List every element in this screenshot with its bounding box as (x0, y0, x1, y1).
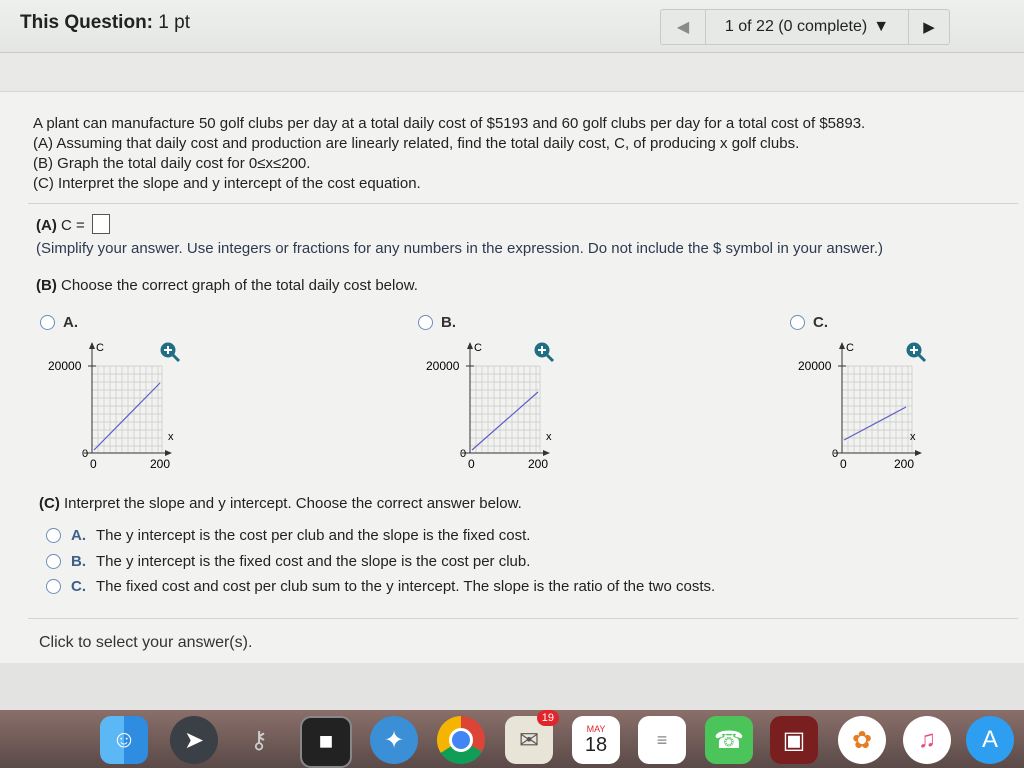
option-letter: A. (71, 527, 86, 544)
problem-line: (A) Assuming that daily cost and production are linearly related, find the total daily cost, C, of producing x golf clubs. (33, 135, 800, 152)
part-c-prompt (39, 495, 522, 512)
interpretation-option-b[interactable] (46, 553, 530, 570)
grid (92, 366, 162, 453)
option-text: The fixed cost and cost per club sum to the y intercept. The slope is the ratio of the two costs. (96, 578, 716, 595)
x-axis-label: x (910, 431, 916, 443)
part-a-lhs: C = (61, 217, 85, 234)
zoom-icon[interactable] (159, 341, 181, 363)
question-header (0, 0, 1024, 53)
mail-icon[interactable]: ✉ 19 (505, 716, 553, 764)
calendar-month: MAY (586, 723, 606, 734)
toolbar-band (0, 53, 1024, 92)
chrome-icon[interactable] (437, 716, 485, 764)
x-tick-label: 200 (150, 457, 171, 471)
question-progress: 1 of 22 (0 complete) (724, 18, 868, 35)
part-c-label: (C) (39, 495, 60, 512)
problem-line: (C) Interpret the slope and y intercept of the cost equation. (33, 175, 421, 192)
answer-input-box[interactable] (92, 214, 110, 234)
part-b-label: (B) (36, 277, 57, 294)
footer-instruction: Click to select your answer(s). (39, 634, 253, 651)
chrome-center-icon (449, 728, 473, 752)
y-axis-label: C (474, 342, 482, 354)
x-axis-label: x (546, 431, 552, 443)
x-tick-label: 200 (894, 457, 915, 471)
x-origin-label: 0 (840, 457, 847, 471)
y-axis-arrow (839, 342, 845, 349)
part-a (36, 214, 110, 234)
option-letter: B. (441, 314, 456, 331)
radio-button[interactable] (46, 528, 61, 543)
interpretation-option-c[interactable] (46, 578, 715, 595)
chevron-down-icon: ▼ (873, 18, 890, 35)
radio-button[interactable] (46, 579, 61, 594)
photobooth-icon[interactable]: ▣ (770, 716, 818, 764)
y-tick-label: 20000 (48, 359, 82, 373)
y-tick-label: 20000 (426, 359, 460, 373)
next-question-button[interactable]: ▶ (923, 19, 935, 36)
graph-option-b[interactable] (418, 314, 456, 331)
graph-option-a[interactable] (40, 314, 78, 331)
problem-line: A plant can manufacture 50 golf clubs per day at a total daily cost of $5193 and 60 golf clubs per day for a total cost of $5893. (33, 115, 866, 132)
y-axis-label: C (96, 342, 104, 354)
x-axis-arrow (543, 450, 550, 456)
divider (28, 618, 1018, 619)
x-origin-label: 0 (90, 457, 97, 471)
part-b-text: Choose the correct graph of the total daily cost below. (61, 277, 418, 294)
origin-label: 0 (460, 448, 467, 460)
zoom-icon[interactable] (905, 341, 927, 363)
y-tick-label: 20000 (798, 359, 832, 373)
mail-badge: 19 (537, 710, 559, 726)
x-axis-arrow (165, 450, 172, 456)
radio-button[interactable] (418, 315, 433, 330)
option-letter: A. (63, 314, 78, 331)
radio-button[interactable] (40, 315, 55, 330)
radio-button[interactable] (46, 554, 61, 569)
option-letter: C. (813, 314, 828, 331)
calendar-day: 18 (584, 733, 608, 756)
origin-label: 0 (832, 448, 839, 460)
divider (28, 203, 1018, 204)
problem-line: (B) Graph the total daily cost for 0≤x≤200. (33, 155, 311, 172)
lower-band (0, 663, 1024, 710)
question-points (20, 12, 190, 34)
x-origin-label: 0 (468, 457, 475, 471)
previous-question-button[interactable]: ◀ (661, 10, 706, 44)
question-label: This Question: (20, 12, 153, 33)
radio-button[interactable] (790, 315, 805, 330)
facetime-icon[interactable]: ☎ (705, 716, 753, 764)
question-navigator (660, 9, 950, 45)
y-axis-label: C (846, 342, 854, 354)
safari-icon[interactable]: ✦ (370, 716, 418, 764)
launchpad-icon[interactable]: ➤ (170, 716, 218, 764)
activity-icon[interactable]: ■ (300, 716, 352, 768)
cost-line (844, 407, 906, 440)
problem-statement (33, 114, 993, 194)
origin-label: 0 (82, 448, 89, 460)
part-c-text: Interpret the slope and y intercept. Choose the correct answer below. (64, 495, 522, 512)
option-text: The y intercept is the cost per club and the slope is the fixed cost. (96, 527, 531, 544)
grid (470, 366, 540, 453)
y-axis-arrow (467, 342, 473, 349)
answer-hint: (Simplify your answer. Use integers or fractions for any numbers in the expression. Do not include the $ symbol in your answer.) (36, 240, 884, 257)
option-letter: B. (71, 553, 86, 570)
y-axis-arrow (89, 342, 95, 349)
itunes-icon[interactable]: ♫ (903, 716, 951, 764)
photos-icon[interactable]: ✿ (838, 716, 886, 764)
notes-icon[interactable]: ≡ (638, 716, 686, 764)
x-tick-label: 200 (528, 457, 549, 471)
x-axis-label: x (168, 431, 174, 443)
x-axis-arrow (915, 450, 922, 456)
calendar-icon[interactable] (572, 716, 620, 764)
question-dropdown[interactable] (706, 10, 909, 44)
part-b-prompt (36, 277, 418, 294)
appstore-icon[interactable]: A (966, 716, 1014, 764)
keychain-icon[interactable]: ⚷ (250, 726, 268, 754)
zoom-icon[interactable] (533, 341, 555, 363)
graph-option-c[interactable] (790, 314, 828, 331)
interpretation-option-a[interactable] (46, 527, 530, 544)
points-value: 1 pt (158, 12, 190, 33)
option-letter: C. (71, 578, 86, 595)
finder-icon[interactable]: ☺ (100, 716, 148, 764)
part-a-label: (A) (36, 217, 57, 234)
option-text: The y intercept is the fixed cost and the slope is the cost per club. (96, 553, 531, 570)
